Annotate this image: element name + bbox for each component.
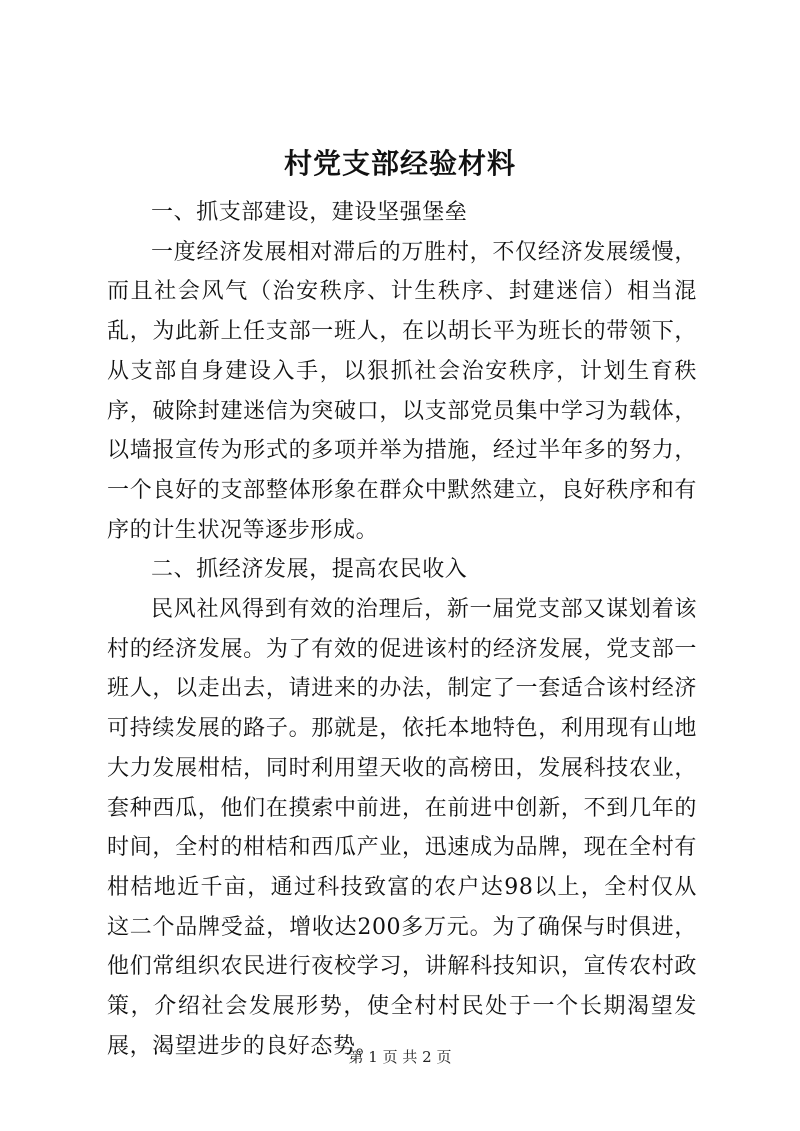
section-paragraph-2: 民风社风得到有效的治理后，新一届党支部又谋划着该村的经济发展。为了有效的促进该村的经济发展，党支部一班人，以走出去，请进来的办法，制定了一套适合该村经济可持续发展的路子。那就是，依托本地特色，利用现有山地大力发展柑桔，同时利用望天收的高榜田，发展科技农业，套种西瓜，他们在摸索中前进，在前进中创新，不到几年的时间，全村的柑桔和西瓜产业，迅速成为品牌，现在全村有柑桔地近千亩，通过科技致富的农户达98以上，全村仅从这二个品牌受益，增收达200多万元。为了确保与时俱进，他们常组织农民进行夜校学习，讲解科技知识，宣传农村政策，介绍社会发展形势，使全村村民处于一个长期渴望发展，渴望进步的良好态势。	[107, 597, 697, 1059]
section-heading-1: 一、抓支部建设，建设坚强堡垒	[151, 200, 468, 225]
document-title: 村党支部经验材料	[283, 147, 516, 180]
section-paragraph-1: 一度经济发展相对滞后的万胜村，不仅经济发展缓慢，而且社会风气（治安秩序、计生秩序、封建迷信）相当混乱，为此新上任支部一班人，在以胡长平为班长的带领下，从支部自身建设入手，以狠抓社会治安秩序，计划生育秩序，破除封建迷信为突破口，以支部党员集中学习为载体，以墙报宣传为形式的多项并举为措施，经过半年多的努力，一个良好的支部整体形象在群众中默然建立，良好秩序和有序的计生状况等逐步形成。	[107, 239, 697, 543]
document-body	[107, 193, 697, 1066]
page-number-footer: 第 1 页 共 2 页	[348, 1048, 452, 1066]
section-heading-2: 二、抓经济发展，提高农民收入	[151, 557, 468, 583]
